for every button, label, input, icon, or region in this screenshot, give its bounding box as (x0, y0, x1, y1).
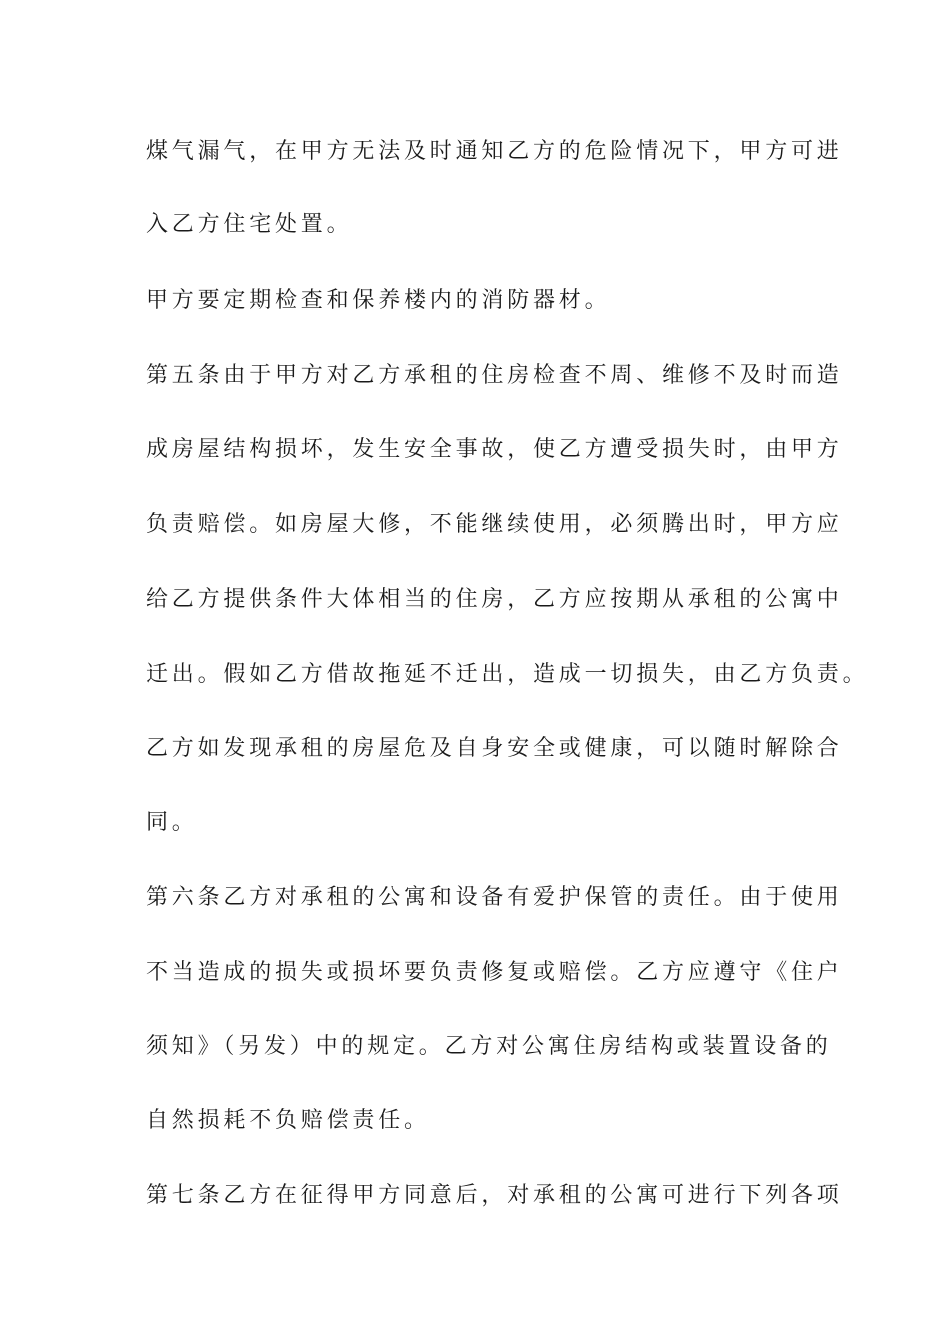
text-line: 成房屋结构损坏，发生安全事故，使乙方遭受损失时，由甲方 (146, 437, 843, 462)
text-line: 入乙方住宅处置。 (146, 212, 353, 237)
text-line: 第七条乙方在征得甲方同意后，对承租的公寓可进行下列各项 (146, 1183, 843, 1208)
text-line: 乙方如发现承租的房屋危及自身安全或健康，可以随时解除合 (146, 736, 843, 761)
text-line: 须知》（另发）中的规定。乙方对公寓住房结构或装置设备的 (146, 1034, 832, 1059)
text-line: 第五条由于甲方对乙方承租的住房检查不周、维修不及时而造 (146, 363, 843, 388)
text-line: 甲方要定期检查和保养楼内的消防器材。 (146, 288, 611, 313)
text-line: 煤气漏气，在甲方无法及时通知乙方的危险情况下，甲方可进 (146, 139, 843, 164)
text-line: 自然损耗不负赔偿责任。 (146, 1108, 430, 1133)
text-line: 第六条乙方对承租的公寓和设备有爱护保管的责任。由于使用 (146, 885, 843, 910)
text-line: 给乙方提供条件大体相当的住房，乙方应按期从承租的公寓中 (146, 587, 843, 612)
text-line: 负责赔偿。如房屋大修，不能继续使用，必须腾出时，甲方应 (146, 512, 843, 537)
text-line: 同。 (146, 810, 198, 835)
text-line: 不当造成的损失或损坏要负责修复或赔偿。乙方应遵守《住户 (146, 960, 843, 985)
text-line: 迁出。假如乙方借故拖延不迁出，造成一切损失，由乙方负责。 (146, 662, 869, 687)
